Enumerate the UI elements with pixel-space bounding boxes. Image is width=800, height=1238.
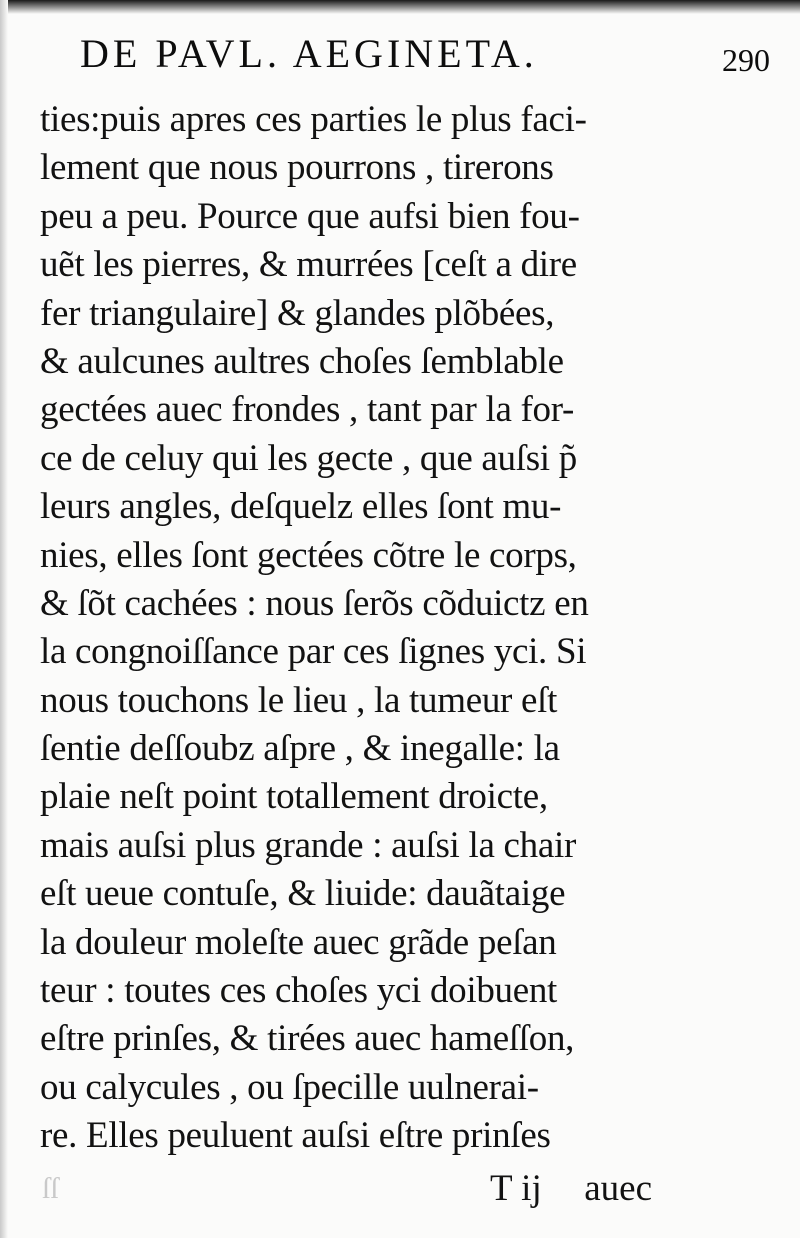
signature-mark: T ij <box>490 1168 542 1209</box>
page-header <box>80 30 770 90</box>
page-top-edge-shadow <box>0 0 800 14</box>
text-line: ce de celuy qui les gecte , que auſsi p̃ <box>40 437 577 479</box>
text-line: & aulcunes aultres choſes ſemblable <box>40 340 564 382</box>
text-line: gectées auec frondes , tant par la for- <box>40 389 575 431</box>
text-line: ties:puis apres ces parties le plus faci- <box>40 99 587 140</box>
page-left-edge-shadow <box>0 0 8 1238</box>
text-line: la douleur moleſte auec grãde peſan <box>40 921 557 963</box>
text-line: eſtre prinſes, & tirées auec hameſſon, <box>40 1018 575 1060</box>
text-line: peu a peu. Pource que aufsi bien fou- <box>40 195 580 237</box>
text-line: plaie neſt point totallement droicte, <box>40 776 548 818</box>
text-line: lement que nous pourrons , tirerons <box>40 147 554 189</box>
text-line: fer triangulaire] & glandes plõbées, <box>40 292 555 334</box>
text-line: teur : toutes ces choſes yci doibuent <box>40 970 558 1012</box>
faint-mark: ſſ <box>42 1172 59 1205</box>
text-line: nous touchons le lieu , la tumeur eſt <box>40 679 558 721</box>
text-line: mais auſsi plus grande : auſsi la chair <box>40 824 576 866</box>
text-line: ſentie deſſoubz aſpre , & inegalle: la <box>40 728 560 770</box>
body-text <box>40 96 665 1161</box>
page-number: 290 <box>722 42 770 78</box>
page-footer <box>40 1165 652 1213</box>
text-line: ou calycules , ou ſpecille uulnerai- <box>40 1066 539 1108</box>
text-line: eſt ueue contuſe, & liuide: dauãtaige <box>40 873 566 915</box>
catchword: auec <box>584 1168 652 1209</box>
text-line: uẽt les pierres, & murrées [ceſt a dire <box>40 244 577 286</box>
text-line: nies, elles ſont gectées cõtre le corps, <box>40 534 577 576</box>
running-title: DE PAVL. AEGINETA. <box>80 31 538 76</box>
text-line: la congnoiſſance par ces ſignes yci. Si <box>40 631 587 673</box>
text-line: leurs angles, deſquelz elles ſont mu- <box>40 486 562 528</box>
text-line: re. Elles peuluent auſsi eſtre prinſes <box>40 1115 551 1157</box>
text-line: & ſõt cachées : nous ſerõs cõduictz en <box>40 582 589 624</box>
